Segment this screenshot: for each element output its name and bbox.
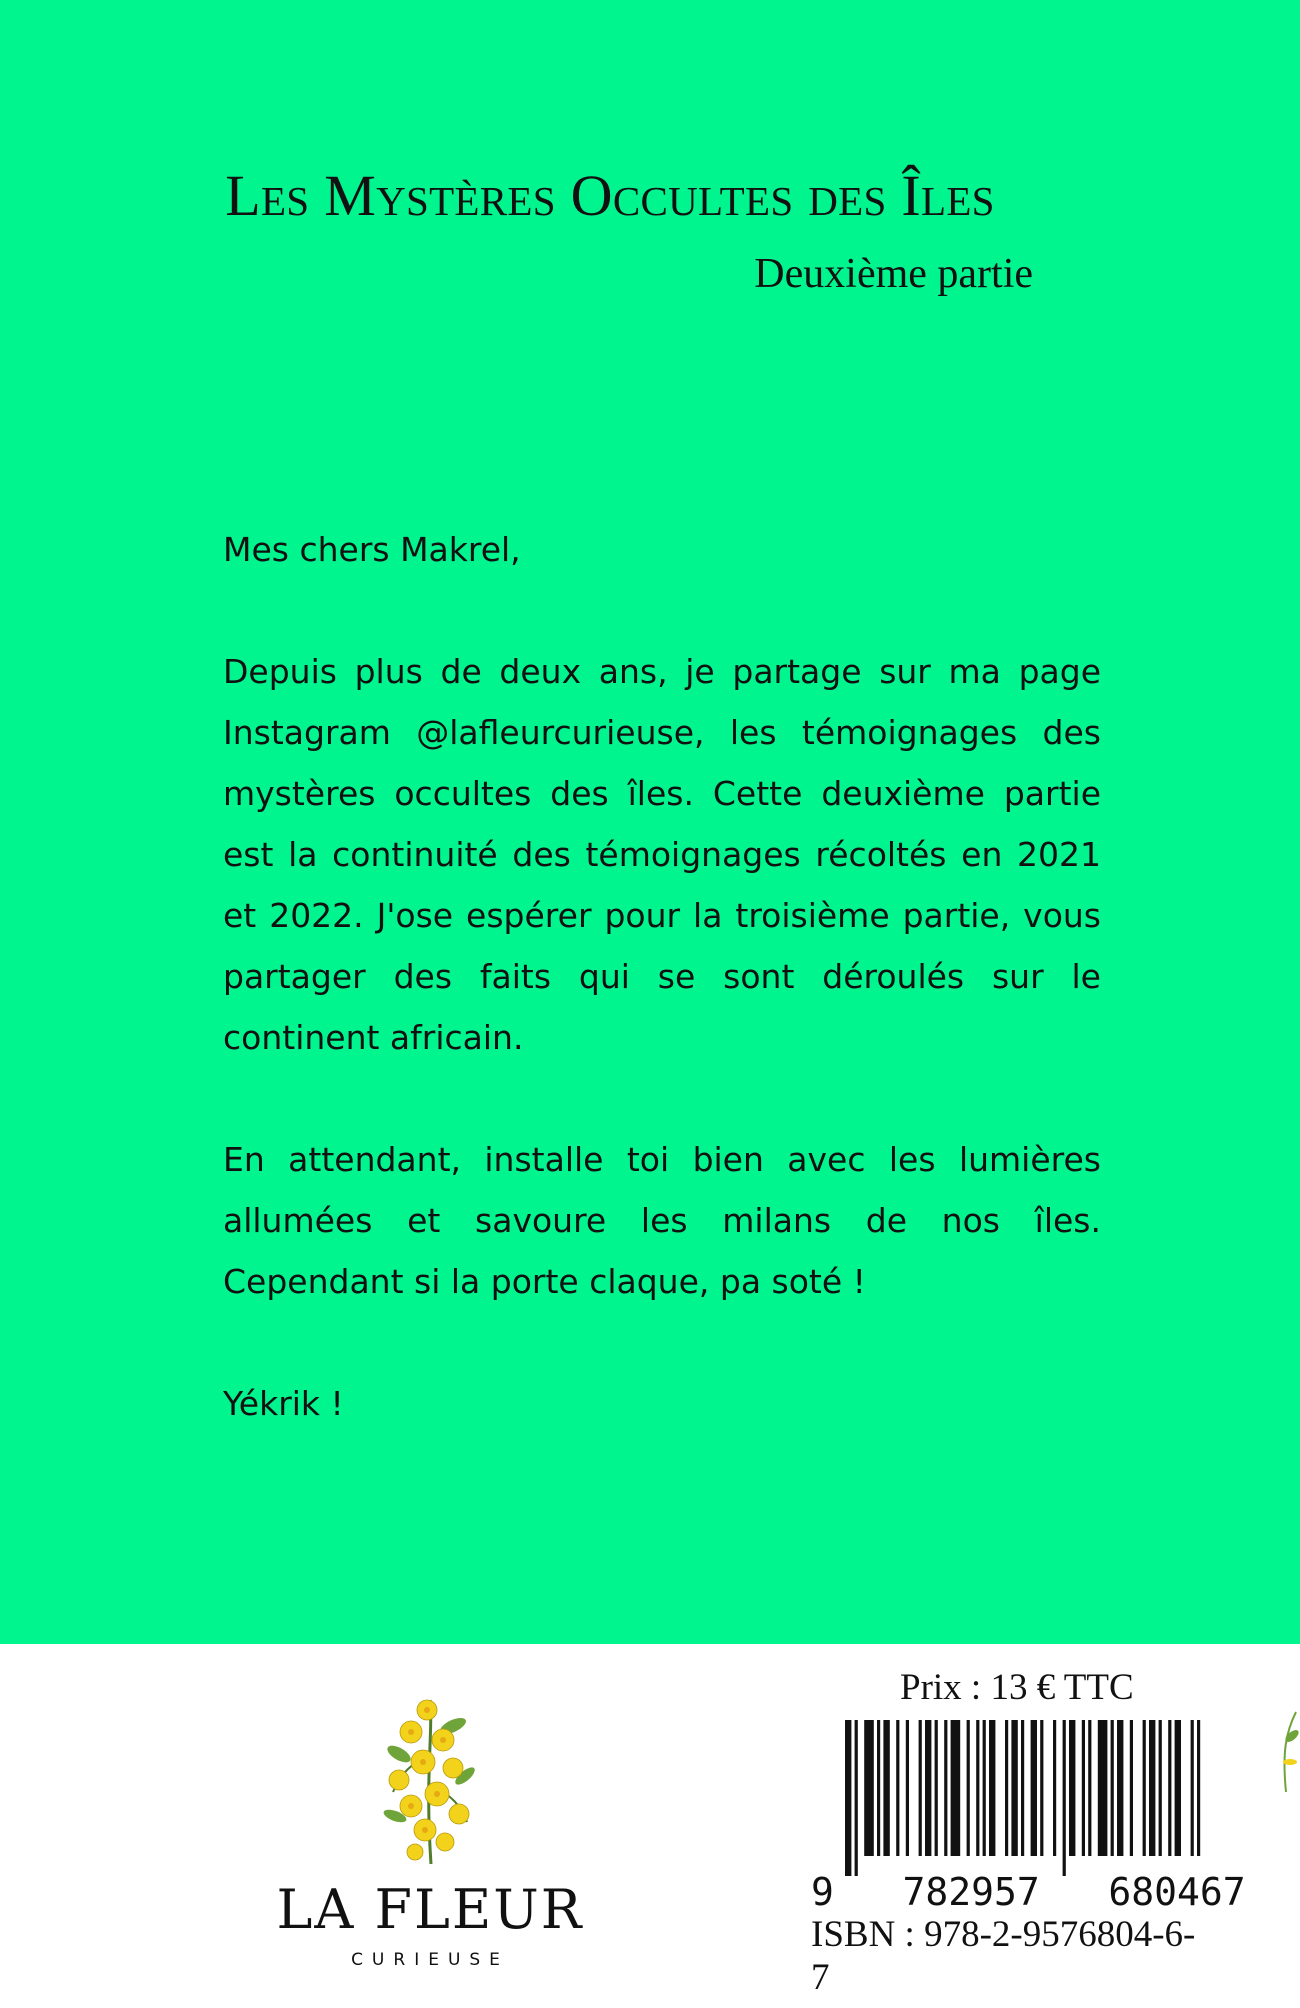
barcode-bar <box>1082 1720 1085 1856</box>
barcode-bar <box>1021 1720 1024 1856</box>
barcode-bar <box>1149 1720 1155 1856</box>
letter-paragraph-1: Depuis plus de deux ans, je partage sur ma page Instagram @lafleurcurieuse, les témoignages des mystères occultes des îles. Cette deuxième partie est la continuité des témoignages récoltés en 2021 et 2022. J'ose espérer pour la troisième partie, vous partager des faits qui se sont déroulés sur le continent africain. <box>223 652 1101 1057</box>
barcode-bar <box>976 1720 979 1856</box>
barcode-bars <box>845 1720 1200 1876</box>
barcode-bar <box>1117 1720 1123 1856</box>
barcode-bar <box>989 1720 995 1856</box>
letter-closing: Yékrik ! <box>223 1384 344 1423</box>
barcode-bar <box>1197 1720 1200 1856</box>
barcode-bar <box>855 1720 858 1876</box>
letter-greeting: Mes chers Makrel, <box>223 530 521 569</box>
barcode-bar <box>1040 1720 1043 1856</box>
barcode-bar <box>1175 1720 1181 1856</box>
letter-paragraph-2: En attendant, installe toi bien avec les lumières allumées et savoure les milans de nos îles. Cependant si la porte claque, pa soté ! <box>223 1140 1101 1301</box>
barcode-bar <box>925 1720 931 1856</box>
barcode-bar <box>845 1720 851 1876</box>
barcode-bar <box>1069 1720 1075 1856</box>
isbn-label: ISBN : 978-2-9576804-6-7 <box>811 1914 1196 1998</box>
barcode-bar <box>1098 1720 1108 1856</box>
barcode-bar <box>1168 1720 1171 1856</box>
barcode-bar <box>1130 1720 1133 1856</box>
publisher-name: LA FLEUR <box>276 1878 584 1941</box>
barcode-bar <box>1159 1720 1162 1856</box>
barcode-bar <box>1063 1720 1066 1876</box>
barcode-bar <box>1143 1720 1146 1856</box>
barcode-bar <box>983 1720 986 1856</box>
publisher-logo <box>250 1688 610 1978</box>
barcode-bar <box>1031 1720 1037 1856</box>
barcode-bar <box>896 1720 899 1856</box>
barcode-bar <box>864 1720 874 1856</box>
barcode-bar <box>935 1720 938 1856</box>
book-title: Les Mystères Occultes des Îles <box>225 163 995 228</box>
barcode-bar <box>1111 1720 1114 1856</box>
barcode-bar <box>877 1720 880 1856</box>
barcode-bar <box>944 1720 947 1856</box>
publisher-tagline: CURIEUSE <box>351 1950 509 1970</box>
barcode-bar <box>906 1720 909 1856</box>
barcode-bar <box>1088 1720 1091 1856</box>
barcode-bar <box>967 1720 970 1856</box>
yellow-flower-icon <box>375 1696 485 1866</box>
book-subtitle: Deuxième partie <box>754 251 1033 297</box>
barcode-bar <box>1053 1720 1056 1856</box>
leaf-icon <box>1276 1712 1300 1792</box>
barcode-bar <box>951 1720 961 1856</box>
barcode-bar <box>883 1720 889 1856</box>
barcode-bar <box>1011 1720 1017 1856</box>
barcode-bar <box>1191 1720 1194 1856</box>
back-cover-letter <box>223 519 1101 1434</box>
barcode <box>811 1720 1246 1914</box>
price-label: Prix : 13 € TTC <box>900 1667 1134 1708</box>
barcode-digits: 9 782957 680467 <box>811 1870 1246 1914</box>
barcode-bar <box>919 1720 922 1856</box>
barcode-bar <box>1005 1720 1008 1856</box>
